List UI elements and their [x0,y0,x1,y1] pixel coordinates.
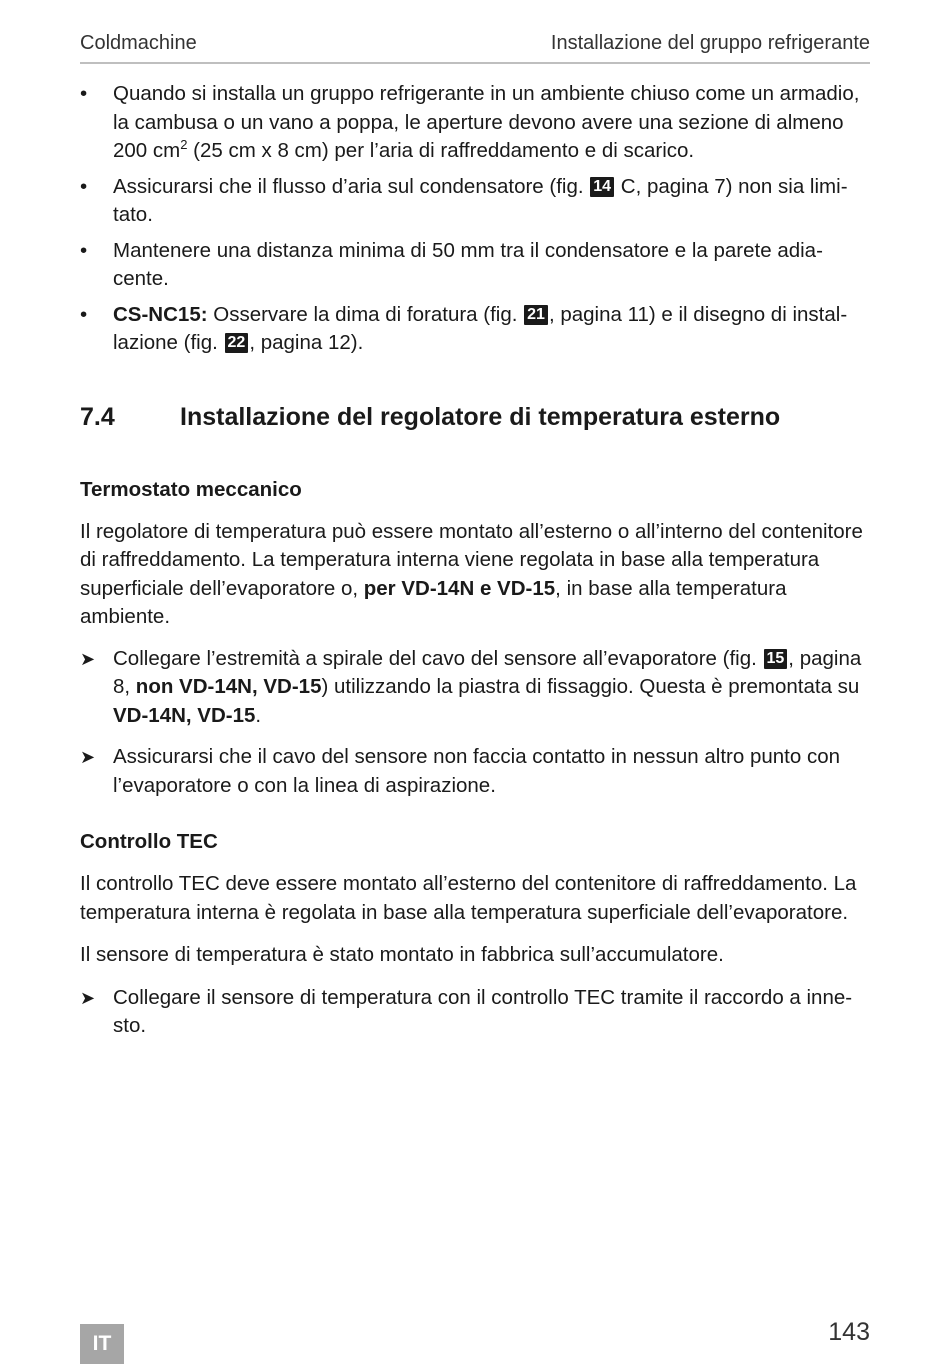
header-chapter-title: Installazione del gruppo refrigerante [550,32,870,54]
figure-reference: 14 [590,177,614,197]
subsection-heading-tec: Controllo TEC [80,830,218,853]
figure-reference: 21 [524,305,548,325]
step-text: Collegare l’estremità a spirale del cavo del sensore all’evaporatore (fig. [113,646,763,670]
bullet-list [80,80,870,358]
bullet-text: (25 cm x 8 cm) per l’aria di raffreddamento e di scarico. [187,139,695,162]
thermostat-paragraph [80,518,870,632]
header-product-name: Coldmachine [80,32,197,54]
step-text: ) utilizzando la piastra di fissaggio. Questa è premontata su [321,675,860,698]
arrow-icon: ➤ [80,648,96,669]
bullet-item [80,237,870,294]
instruction-step [80,743,870,800]
tec-paragraph: Il controllo TEC deve essere montato all’esterno del contenitore di raffreddamento. La temperatura interna è regolata in base alla temperatura superficiale dell’evaporatore. [80,872,857,924]
language-tab: IT [80,1324,124,1364]
figure-reference: 15 [764,649,788,669]
step-text: Assicurarsi che il cavo del sensore non faccia contatto in nessun altro punto con l’evaporatore o con la linea di aspirazione. [113,745,841,797]
bullet-marker: • [80,302,88,326]
instruction-step [80,984,870,1041]
bullet-marker: • [80,238,88,262]
step-text: Collegare il sensore di temperatura con il controllo TEC tramite il raccordo a innesto. [113,985,853,1037]
arrow-icon: ➤ [80,747,96,767]
bullet-marker: • [80,174,88,198]
bullet-text: Assicurarsi che il flusso d’aria sul condensatore (fig. [113,174,590,198]
bold-text: per VD-14N e VD-15 [363,576,556,600]
paragraph-text: Il regolatore di temperatura può essere montato all’esterno o all’interno del contenitore di raffreddamento. La temperatura interna viene regolata in base alla temperatura superficiale dell’evaporatore o, [80,519,863,600]
model-label: CS-NC15: [113,302,208,326]
bullet-item [80,173,870,230]
bold-text: non VD-14N, VD-15 [135,675,322,698]
bullet-text: , pagina 12). [249,331,364,354]
running-header [80,30,870,64]
bullet-text: , pagina 11) e il disegno di installazione (fig. [113,302,848,354]
bold-text: VD-14N, VD-15 [113,703,256,727]
tec-paragraph: Il sensore di temperatura è stato montato in fabbrica sull’accumulatore. [80,943,724,966]
paragraph-text: , in base alla temperatura ambiente. [80,576,787,628]
section-heading [80,400,870,434]
page-content [80,80,870,1041]
bullet-item [80,80,870,166]
step-text: . [255,703,262,727]
figure-reference: 22 [225,333,249,353]
arrow-icon: ➤ [80,987,96,1008]
bullet-text: Quando si installa un gruppo refrigerante in un ambiente chiuso come un armadio, la cambusa o un vano a poppa, le aperture devono avere una sezione di almeno 200 cm [113,82,860,162]
subsection-heading-thermostat: Termostato meccanico [80,477,302,501]
step-text: , pagina 8, [113,646,862,698]
section-number: 7.4 [80,402,115,431]
section-title: Installazione del regolatore di temperatura esterno [180,402,781,431]
bullet-text: C, pagina 7) non sia limitato. [113,174,848,226]
bullet-text: Osservare la dima di foratura (fig. [207,302,524,326]
superscript: 2 [180,137,188,152]
page-number: 143 [828,1318,870,1346]
bullet-text: Mantenere una distanza minima di 50 mm tra il condensatore e la parete adiacente. [113,238,823,290]
instruction-step [80,645,870,731]
bullet-marker: • [80,82,88,105]
bullet-item [80,301,870,358]
